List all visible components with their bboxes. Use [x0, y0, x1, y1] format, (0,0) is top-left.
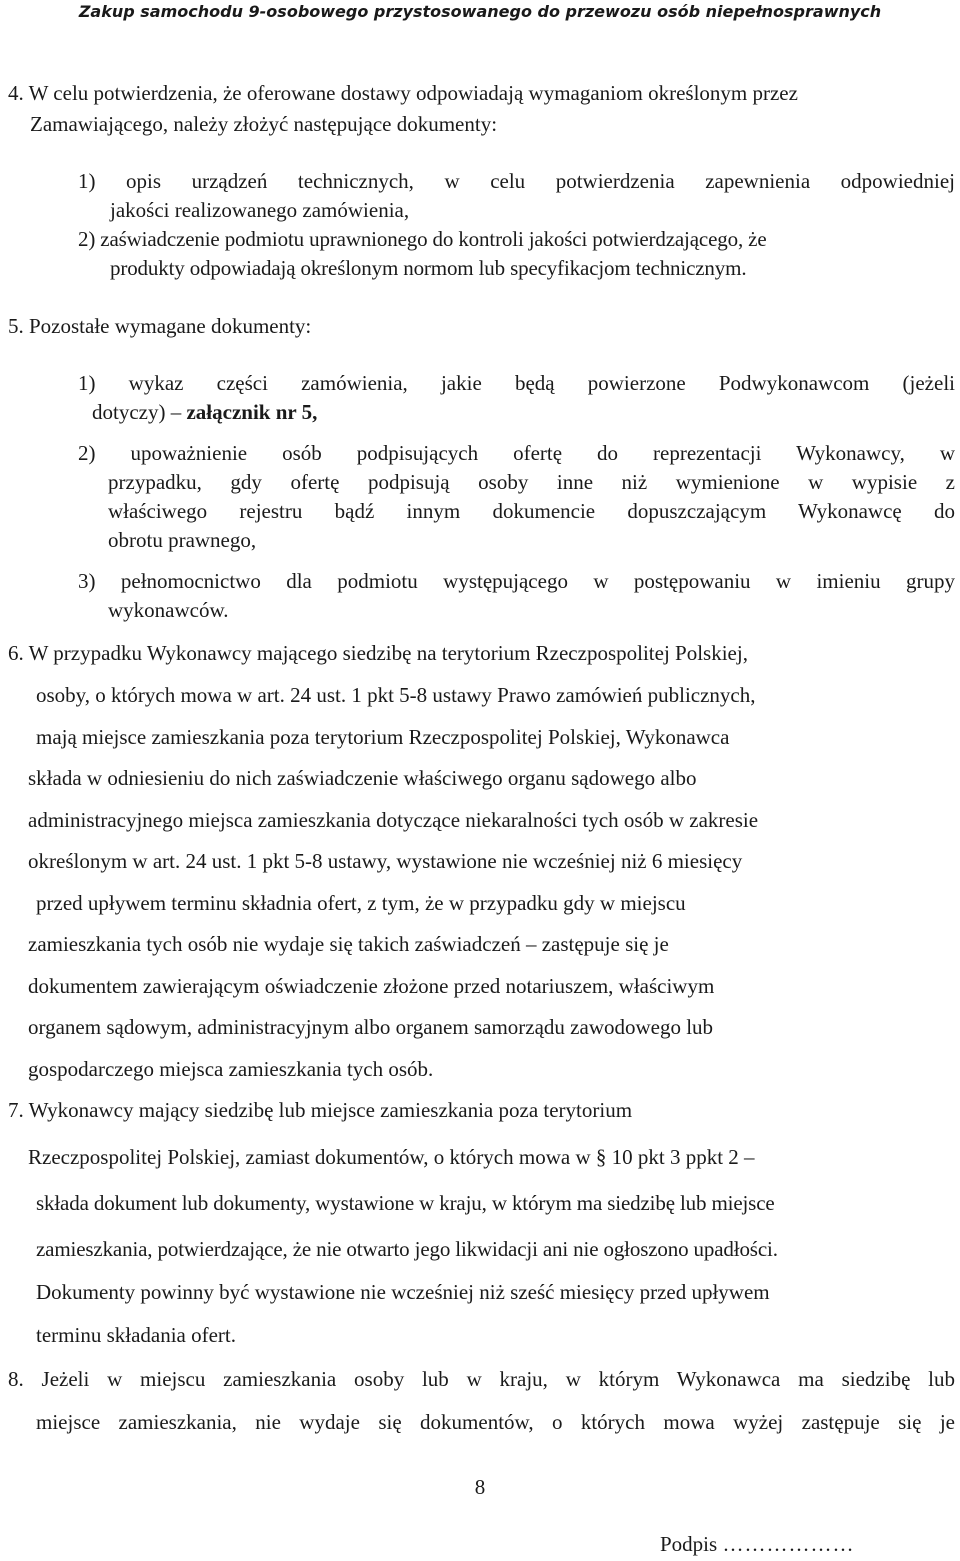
- attachment-reference: załącznik nr 5,: [186, 400, 318, 424]
- sec4-item2-line1: 2) zaświadczenie podmiotu uprawnionego do kontroli jakości potwierdzającego, że: [78, 227, 767, 251]
- sec6-line4: składa w odniesieniu do nich zaświadczenie właściwego organu sądowego albo: [28, 766, 697, 790]
- sec8-line1: 8. Jeżeli w miejscu zamieszkania osoby lub w kraju, w którym Wykonawca ma siedzibę lub: [8, 1367, 955, 1391]
- sec5-item2-line1: 2) upoważnienie osób podpisujących ofertę do reprezentacji Wykonawcy, w: [78, 441, 955, 465]
- sec4-line2: Zamawiającego, należy złożyć następujące dokumenty:: [30, 112, 498, 136]
- sec6-line10: organem sądowym, administracyjnym albo organem samorządu zawodowego lub: [28, 1015, 714, 1039]
- sec6-line8: zamieszkania tych osób nie wydaje się takich zaświadczeń – zastępuje się je: [28, 932, 669, 956]
- sec5-item3-line2: wykonawców.: [108, 598, 229, 622]
- sec8-line2: miejsce zamieszkania, nie wydaje się dokumentów, o których mowa wyżej zastępuje się je: [36, 1410, 955, 1434]
- sec5-item1-line1: 1) wykaz części zamówienia, jakie będą powierzone Podwykonawcom (jeżeli: [78, 371, 955, 395]
- sec6-line7: przed upływem terminu składnia ofert, z tym, że w przypadku gdy w miejscu: [36, 891, 686, 915]
- sec7-line5: Dokumenty powinny być wystawione nie wcześniej niż sześć miesięcy przed upływem: [36, 1280, 770, 1304]
- page-number: 8: [474, 1475, 486, 1499]
- sec5-item2-line3: właściwego rejestru bądź innym dokumencie dopuszczającym Wykonawcę do: [108, 499, 955, 523]
- sec5-item1-prefix: dotyczy) –: [92, 400, 182, 424]
- sec5-item2-line2: przypadku, gdy ofertę podpisują osoby inne niż wymienione w wypisie z: [108, 470, 955, 494]
- sec5-item1-line2: [92, 399, 317, 425]
- signature-dots: ………………: [722, 1532, 855, 1556]
- sec5-title: 5. Pozostałe wymagane dokumenty:: [8, 314, 312, 338]
- sec5-item3-line1: 3) pełnomocnictwo dla podmiotu występującego w postępowaniu w imieniu grupy: [78, 569, 955, 593]
- sec4-item1-line1: 1) opis urządzeń technicznych, w celu potwierdzenia zapewnienia odpowiedniej: [78, 169, 955, 193]
- sec6-line6: określonym w art. 24 ust. 1 pkt 5-8 ustawy, wystawione nie wcześniej niż 6 miesięcy: [28, 849, 743, 873]
- sec4-item2-line2: produkty odpowiadają określonym normom lub specyfikacjom technicznym.: [110, 256, 747, 280]
- signature-label: Podpis: [660, 1532, 723, 1556]
- sec7-line4: zamieszkania, potwierdzające, że nie otwarto jego likwidacji ani nie ogłoszono upadłości.: [36, 1237, 778, 1261]
- sec4-item1-line2: jakości realizowanego zamówienia,: [110, 198, 410, 222]
- sec6-line5: administracyjnego miejsca zamieszkania dotyczące niekaralności tych osób w zakresie: [28, 808, 759, 832]
- sec6-line9: dokumentem zawierającym oświadczenie złożone przed notariuszem, właściwym: [28, 974, 715, 998]
- sec7-line1: 7. Wykonawcy mający siedzibę lub miejsce zamieszkania poza terytorium: [8, 1098, 633, 1122]
- sec6-line3: mają miejsce zamieszkania poza terytorium Rzeczpospolitej Polskiej, Wykonawca: [36, 725, 730, 749]
- sec7-line2: Rzeczpospolitej Polskiej, zamiast dokumentów, o których mowa w § 10 pkt 3 ppkt 2 –: [28, 1145, 755, 1169]
- sec7-line6: terminu składania ofert.: [36, 1323, 237, 1347]
- sec6-line1: 6. W przypadku Wykonawcy mającego siedzibę na terytorium Rzeczpospolitej Polskiej,: [8, 641, 748, 665]
- signature-field: [660, 1532, 854, 1557]
- sec5-item2-line4: obrotu prawnego,: [108, 528, 257, 552]
- sec4-line1: 4. W celu potwierdzenia, że oferowane dostawy odpowiadają wymaganiom określonym przez: [8, 81, 798, 105]
- sec6-line2: osoby, o których mowa w art. 24 ust. 1 pkt 5-8 ustawy Prawo zamówień publicznych,: [36, 683, 756, 707]
- sec6-line11: gospodarczego miejsca zamieszkania tych osób.: [28, 1057, 434, 1081]
- document-header: Zakup samochodu 9-osobowego przystosowanego do przewozu osób niepełnosprawnych: [78, 2, 882, 21]
- sec7-line3: składa dokument lub dokumenty, wystawione w kraju, w którym ma siedzibę lub miejsce: [36, 1191, 775, 1215]
